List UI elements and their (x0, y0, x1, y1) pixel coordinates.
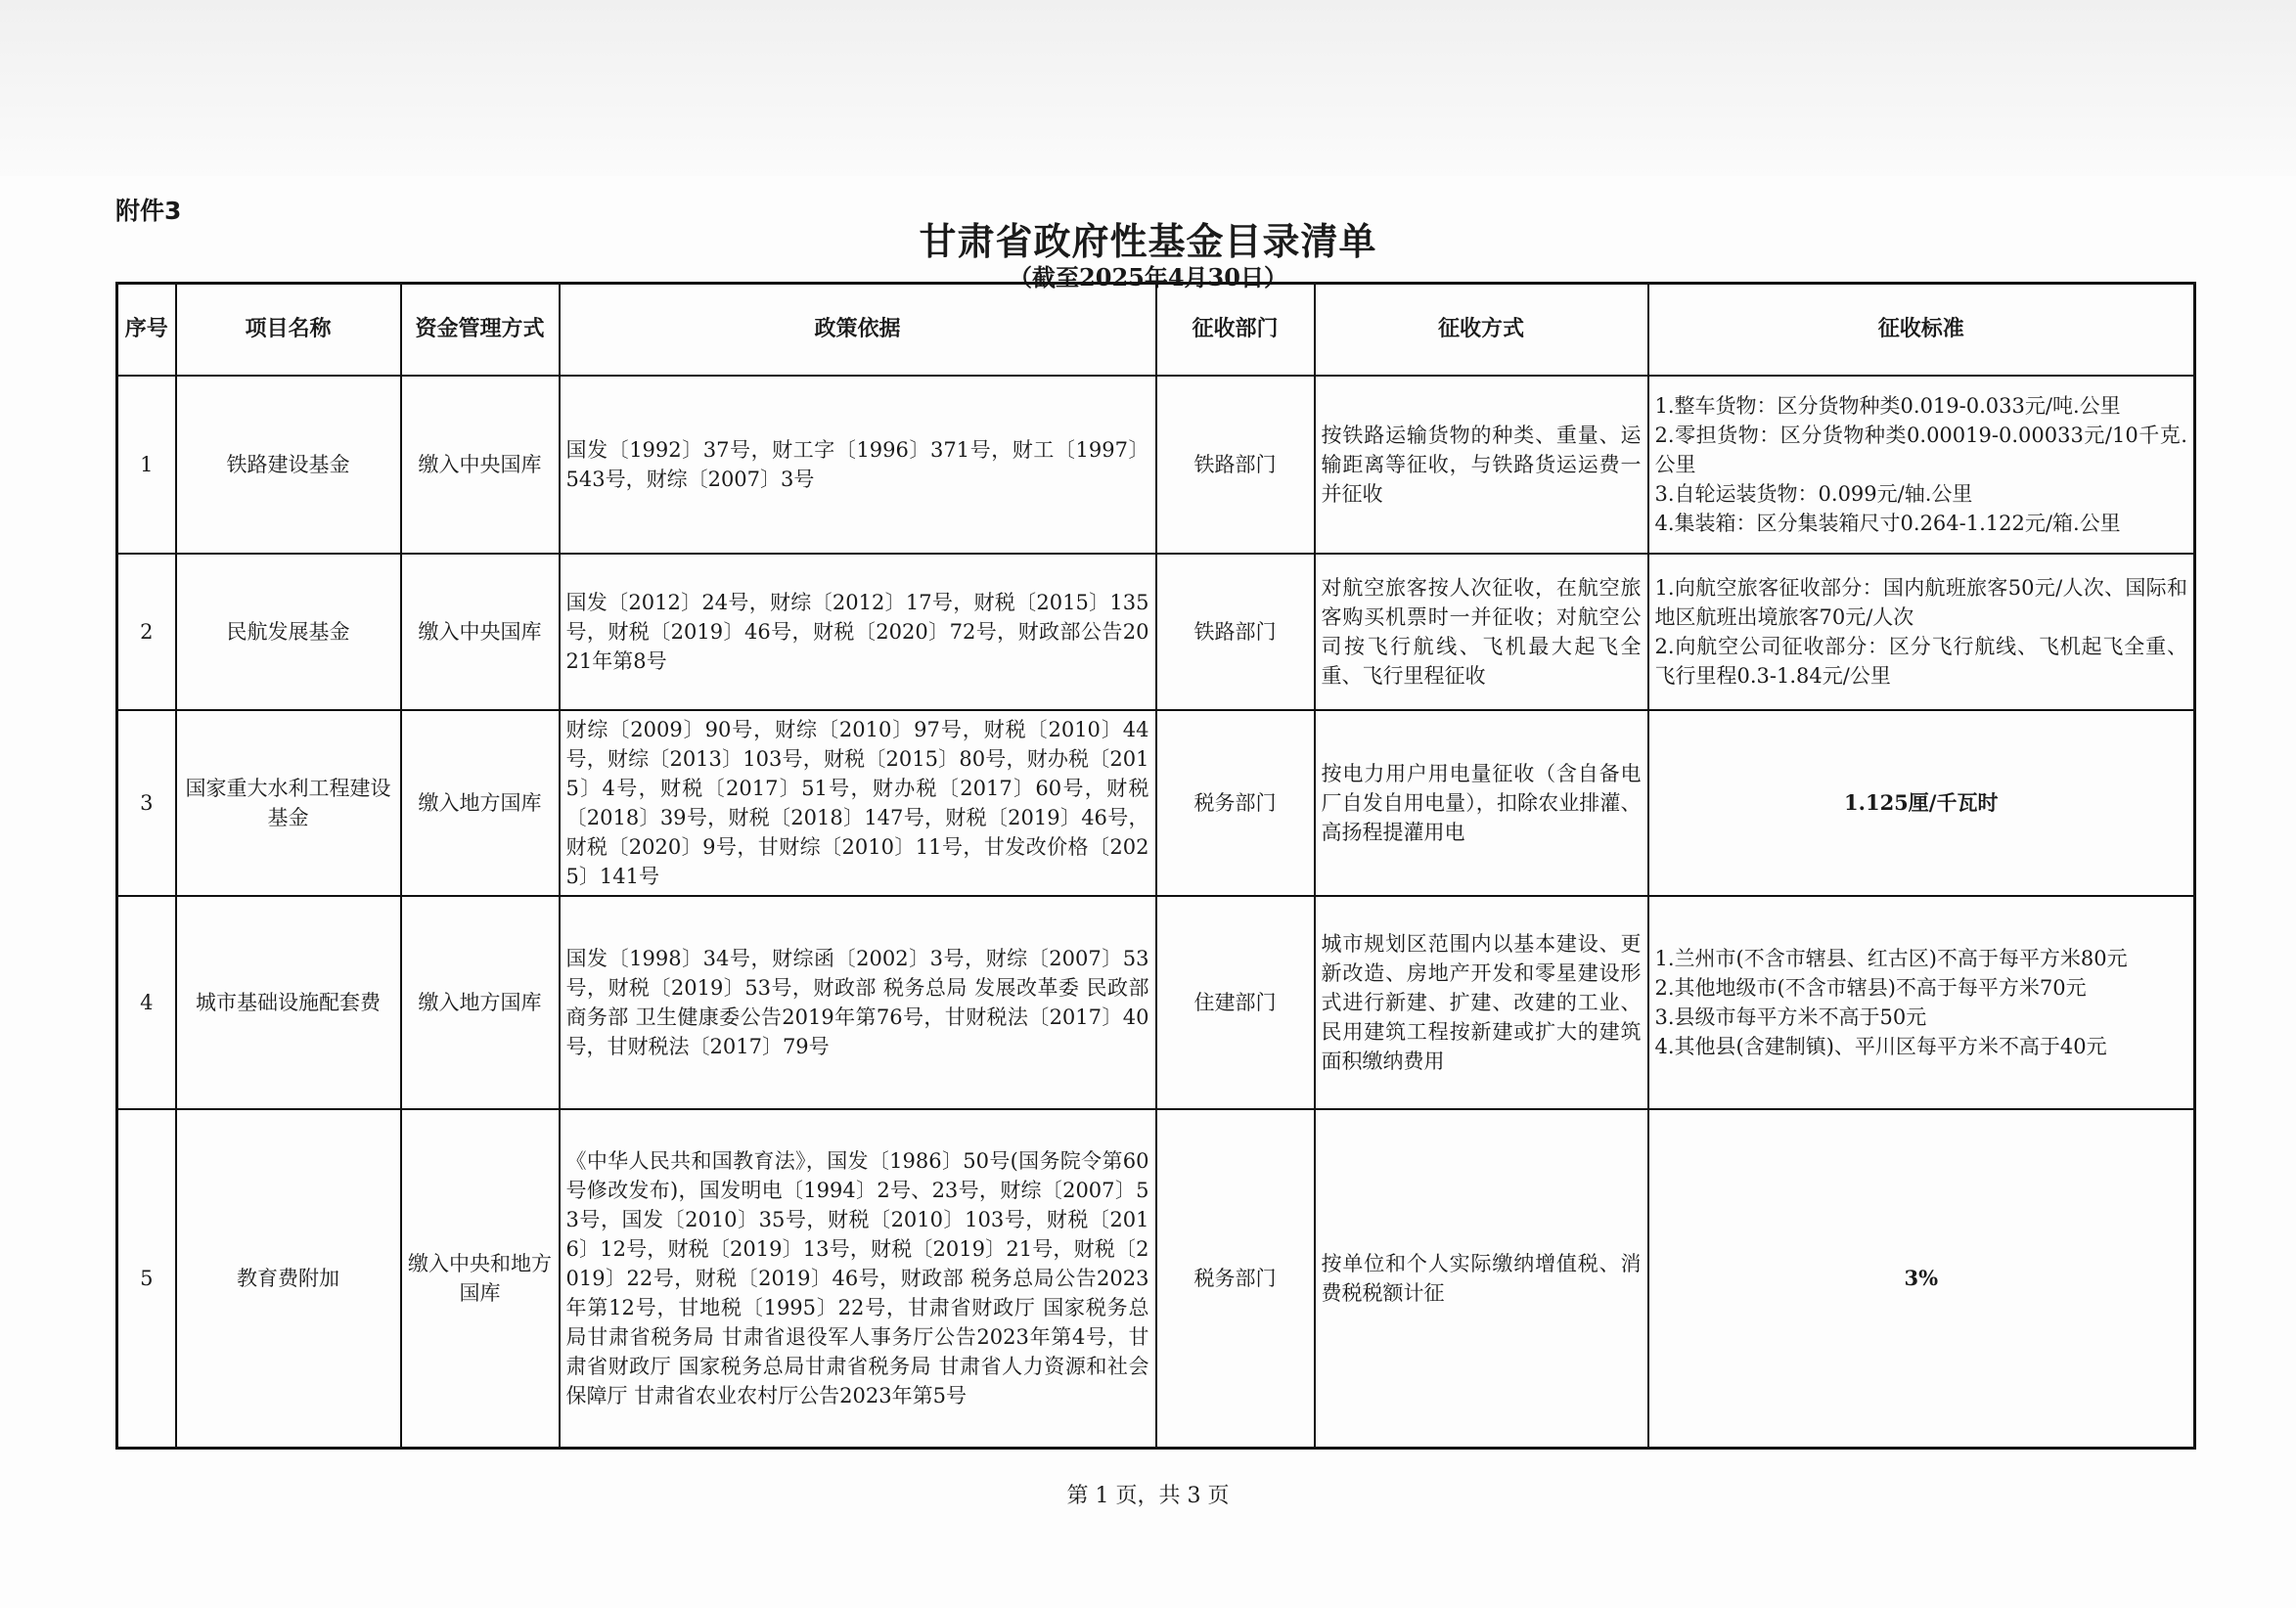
standard-line: 4.集装箱：区分集装箱尺寸0.264-1.122元/箱.公里 (1654, 512, 2121, 535)
cell-no: 4 (117, 896, 176, 1109)
cell-no: 1 (117, 376, 176, 554)
cell-no: 5 (117, 1109, 176, 1449)
cell-basis: 国发〔1992〕37号，财工字〔1996〕371号，财工〔1997〕543号，财综〔2007〕3号 (560, 376, 1156, 554)
cell-department: 税务部门 (1156, 1109, 1315, 1449)
cell-standard: 3% (1648, 1109, 2195, 1449)
standard-line: 1.兰州市(不含市辖县、红古区)不高于每平方米80元 (1654, 947, 2128, 970)
column-header-department: 征收部门 (1156, 284, 1315, 377)
cell-no: 2 (117, 554, 176, 710)
cell-management: 缴入地方国库 (401, 896, 560, 1109)
standard-line: 2.零担货物：区分货物种类0.00019-0.00033元/10千克.公里 (1654, 424, 2187, 476)
standard-line: 2.向航空公司征收部分：区分飞行航线、飞机起飞全重、飞行里程0.3-1.84元/公里 (1654, 635, 2187, 688)
cell-basis: 国发〔2012〕24号，财综〔2012〕17号，财税〔2015〕135号，财税〔2019〕46号，财税〔2020〕72号，财政部公告2021年第8号 (560, 554, 1156, 710)
cell-no: 3 (117, 710, 176, 896)
cell-method: 城市规划区范围内以基本建设、更新改造、房地产开发和零星建设形式进行新建、扩建、改建的工业、民用建筑工程按新建或扩大的建筑面积缴纳费用 (1315, 896, 1648, 1109)
table-row (117, 710, 2195, 896)
column-header-method: 征收方式 (1315, 284, 1648, 377)
cell-name: 教育费附加 (176, 1109, 401, 1449)
cell-management: 缴入中央和地方国库 (401, 1109, 560, 1449)
column-header-no: 序号 (117, 284, 176, 377)
fund-catalog-table (115, 282, 2196, 1450)
cell-management: 缴入中央国库 (401, 376, 560, 554)
standard-line: 1.整车货物：区分货物种类0.019-0.033元/吨.公里 (1654, 394, 2121, 418)
cell-basis: 财综〔2009〕90号，财综〔2010〕97号，财税〔2010〕44号，财综〔2013〕103号，财税〔2015〕80号，财办税〔2015〕4号，财税〔2017〕51号，财办税〔2017〕60号，财税〔2018〕39号，财税〔2018〕147号，财税〔2019〕46号，财税〔2020〕9号，甘财综〔2010〕11号，甘发改价格〔2025〕141号 (560, 710, 1156, 896)
cell-standard (1648, 554, 2195, 710)
scan-shading (0, 0, 2296, 176)
cell-method: 对航空旅客按人次征收，在航空旅客购买机票时一并征收；对航空公司按飞行航线、飞机最大起飞全重、飞行里程征收 (1315, 554, 1648, 710)
standard-line: 3.县级市每平方米不高于50元 (1654, 1005, 1927, 1029)
column-header-name: 项目名称 (176, 284, 401, 377)
document-subtitle: （截至2025年4月30日） (1009, 263, 1287, 291)
table-header-row (117, 284, 2195, 377)
cell-name: 民航发展基金 (176, 554, 401, 710)
table-row (117, 376, 2195, 554)
standard-line: 4.其他县(含建制镇)、平川区每平方米不高于40元 (1654, 1035, 2107, 1058)
cell-basis: 《中华人民共和国教育法》，国发〔1986〕50号(国务院令第60号修改发布)，国发明电〔1994〕2号、23号，财综〔2007〕53号，国发〔2010〕35号，财税〔2010〕103号，财税〔2016〕12号，财税〔2019〕13号，财税〔2019〕21号，财税〔2019〕22号，财税〔2019〕46号，财政部 税务总局公告2023年第12号，甘地税〔1995〕22号，甘肃省财政厅 国家税务总局甘肃省税务局 甘肃省退役军人事务厅公告2023年第4号，甘肃省财政厅 国家税务总局甘肃省税务局 甘肃省人力资源和社会保障厅 甘肃省农业农村厅公告2023年第5号 (560, 1109, 1156, 1449)
cell-department: 住建部门 (1156, 896, 1315, 1109)
cell-basis: 国发〔1998〕34号，财综函〔2002〕3号，财综〔2007〕53号，财税〔2019〕53号，财政部 税务总局 发展改革委 民政部 商务部 卫生健康委公告2019年第76号，甘财税法〔2017〕40号，甘财税法〔2017〕79号 (560, 896, 1156, 1109)
table-row (117, 1109, 2195, 1449)
cell-standard (1648, 896, 2195, 1109)
page-number: 第 1 页，共 3 页 (1066, 1484, 1230, 1508)
table-row (117, 554, 2195, 710)
cell-standard (1648, 376, 2195, 554)
cell-name: 铁路建设基金 (176, 376, 401, 554)
cell-management: 缴入地方国库 (401, 710, 560, 896)
cell-name: 城市基础设施配套费 (176, 896, 401, 1109)
cell-department: 铁路部门 (1156, 376, 1315, 554)
table-row (117, 896, 2195, 1109)
standard-line: 3.自轮运装货物：0.099元/轴.公里 (1654, 482, 1973, 506)
attachment-label: 附件3 (115, 197, 182, 225)
column-header-basis: 政策依据 (560, 284, 1156, 377)
cell-name: 国家重大水利工程建设基金 (176, 710, 401, 896)
standard-line: 1.向航空旅客征收部分：国内航班旅客50元/人次、国际和地区航班出境旅客70元/人次 (1654, 576, 2187, 629)
cell-method: 按铁路运输货物的种类、重量、运输距离等征收，与铁路货运运费一并征收 (1315, 376, 1648, 554)
cell-department: 铁路部门 (1156, 554, 1315, 710)
cell-department: 税务部门 (1156, 710, 1315, 896)
document-title: 甘肃省政府性基金目录清单 (919, 220, 1377, 263)
cell-method: 按电力用户用电量征收（含自备电厂自发自用电量），扣除农业排灌、高扬程提灌用电 (1315, 710, 1648, 896)
cell-method: 按单位和个人实际缴纳增值税、消费税税额计征 (1315, 1109, 1648, 1449)
column-header-management: 资金管理方式 (401, 284, 560, 377)
cell-standard: 1.125厘/千瓦时 (1648, 710, 2195, 896)
standard-line: 2.其他地级市(不含市辖县)不高于每平方米70元 (1654, 976, 2087, 1000)
cell-management: 缴入中央国库 (401, 554, 560, 710)
column-header-standard: 征收标准 (1648, 284, 2195, 377)
